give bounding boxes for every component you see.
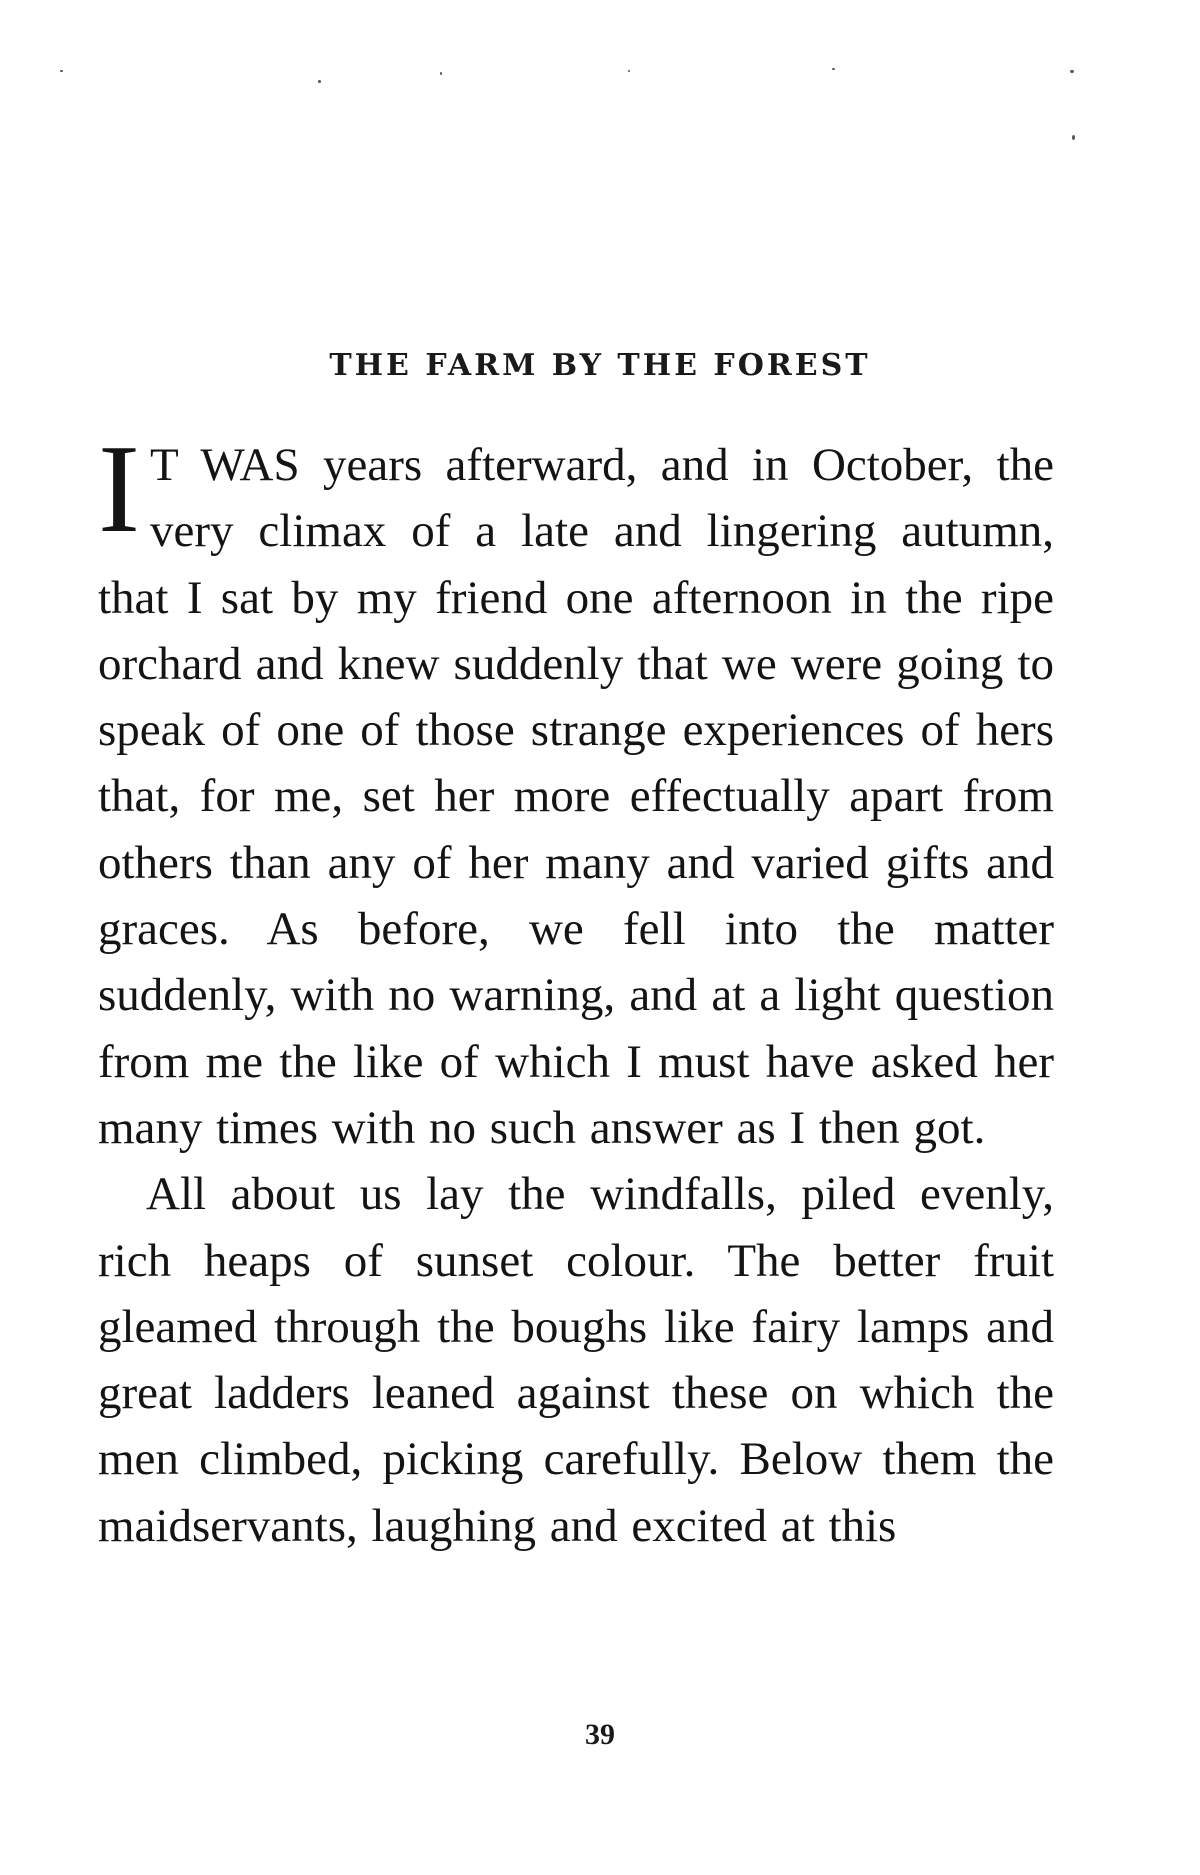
- scan-speck: [318, 80, 321, 83]
- scan-speck: [440, 72, 442, 75]
- running-head: THE FARM BY THE FOREST: [329, 348, 871, 383]
- paragraph-2-text: All about us lay the windfalls, piled evenly, rich heaps of sunset colour. The better fruit gleamed through the boughs like fairy lamps and great ladders leaned against these on which the men climbed, picking carefully. Below them the maidservants, laughing and excited at this: [98, 1168, 1054, 1552]
- scan-speck: [60, 70, 63, 72]
- scan-speck: [832, 68, 835, 70]
- body-text: [98, 420, 1054, 1559]
- scan-speck: [628, 70, 630, 72]
- paragraph-1-text: years afterward, and in October, the very climax of a late and lingering autumn, that I sat by my friend one afternoon in the ripe orchard and knew suddenly that we were going to speak of one of those strange experiences of hers that, for me, set her more effectually apart from others than any of her many and varied gifts and graces. As before, we fell into the matter suddenly, with no warning, and at a light question from me the like of which I must have asked her many times with no such answer as I then got.: [98, 439, 1054, 1154]
- paragraph-2: [98, 1161, 1054, 1559]
- scan-speck: [1072, 135, 1075, 140]
- page-number: 39: [585, 1718, 615, 1751]
- paragraph-1: [98, 420, 1054, 1161]
- scan-speck: [1070, 70, 1074, 73]
- drop-cap: I: [98, 420, 140, 559]
- opening-words: T WAS: [149, 439, 300, 491]
